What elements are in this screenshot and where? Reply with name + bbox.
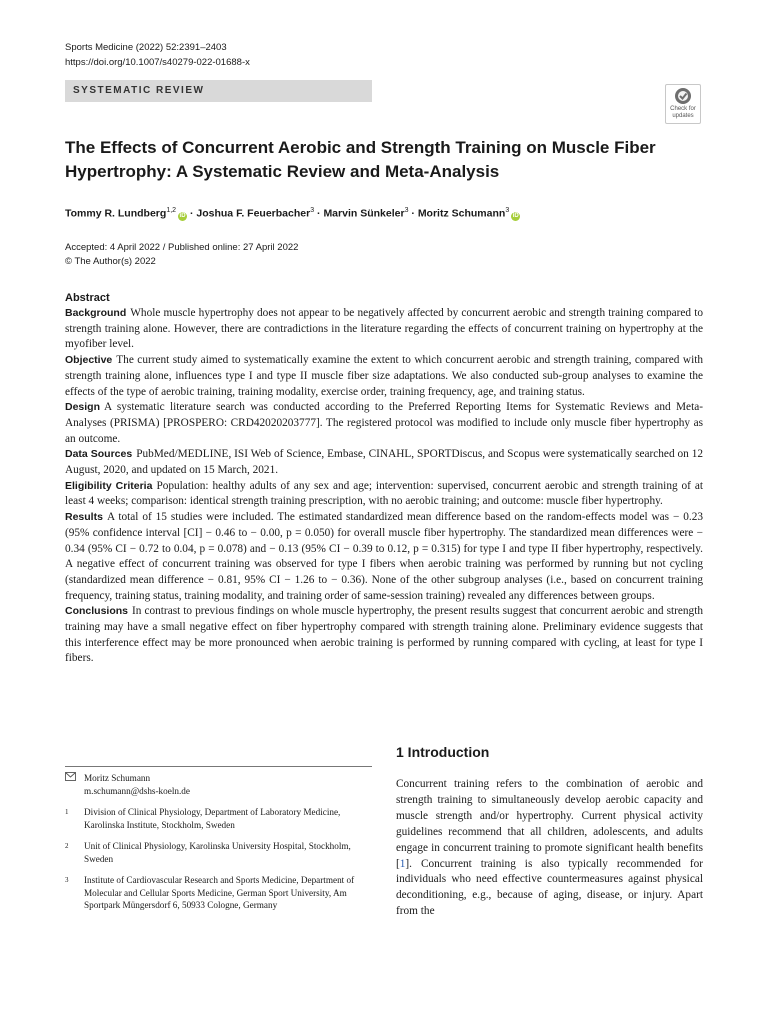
abstract-section xyxy=(65,353,703,400)
journal-doi[interactable]: https://doi.org/10.1007/s40279-022-01688-x xyxy=(65,57,250,68)
check-updates-icon xyxy=(674,87,692,105)
abstract-section xyxy=(65,510,703,604)
affiliation-item xyxy=(65,874,370,912)
abstract-section-label: Background xyxy=(65,307,127,319)
author-affiliation: 1,2 xyxy=(166,207,177,214)
article-type-banner: SYSTEMATIC REVIEW xyxy=(65,80,372,102)
affiliation-item xyxy=(65,840,370,865)
correspondence xyxy=(65,772,370,797)
author-affiliation: 3 xyxy=(404,207,409,214)
article-title: The Effects of Concurrent Aerobic and Strength Training on Muscle Fiber Hypertrophy: A Systematic Review and Meta-Analysis xyxy=(65,138,656,181)
author-footnotes xyxy=(65,772,370,921)
orcid-icon[interactable]: iD xyxy=(512,212,519,219)
journal-header xyxy=(65,40,250,70)
author-name[interactable]: Moritz Schumann xyxy=(417,207,506,220)
abstract-section xyxy=(65,479,703,510)
abstract-section-text: A systematic literature search was conducted according to the Preferred Reporting Items for Systematic Reviews and Meta-Analyses (PRISMA) [PROSPERO: CRD42020203777]. The registered protocol was modified to include only muscle fiber hypertrophy as an outcome. xyxy=(65,401,703,445)
affiliation-list xyxy=(65,806,370,912)
author-affiliation: 3 xyxy=(505,207,510,214)
accepted-published: Accepted: 4 April 2022 / Published online: 27 April 2022 xyxy=(65,242,299,253)
abstract-section-text: PubMed/MEDLINE, ISI Web of Science, Embase, CINAHL, SPORTDiscus, and Scopus were systematically searched on 12 August, 2020, and updated on 15 March, 2021. xyxy=(65,448,703,477)
abstract-heading: Abstract xyxy=(65,292,110,304)
abstract-section-label: Objective xyxy=(65,354,113,367)
abstract-section-label: Conclusions xyxy=(65,605,129,618)
abstract-section xyxy=(65,447,703,478)
journal-citation: Sports Medicine (2022) 52:2391–2403 xyxy=(65,42,227,53)
correspondence-name: Moritz Schumann xyxy=(84,773,151,783)
affiliation-number: 1 xyxy=(65,808,69,816)
publication-dates xyxy=(65,241,298,269)
affiliation-number: 2 xyxy=(65,842,69,850)
abstract-section xyxy=(65,604,703,667)
intro-text-2: ]. Concurrent training is also typically recommended for individuals who need effective countermeasures against physical deconditioning, e.g., because of aging, disease, or injury. Apart from the xyxy=(396,857,703,918)
check-updates-line2: updates xyxy=(672,112,694,119)
correspondence-email[interactable]: m.schumann@dshs-koeln.de xyxy=(84,785,190,796)
author-separator: · xyxy=(187,207,197,220)
affiliation-text: Unit of Clinical Physiology, Karolinska University Hospital, Stockholm, Sweden xyxy=(84,841,351,864)
abstract-section-label: Design xyxy=(65,401,101,414)
abstract-section-text: A total of 15 studies were included. The estimated standardized mean difference based on the random-effects model was − 0.23 (95% confidence interval [CI] − 0.46 to − 0.00, p = 0.050) for overall muscle fiber hypertrophy. The standardized mean differences were − 0.34 (95% CI − 0.72 to 0.04, p = 0.078) and − 0.13 (95% CI − 0.39 to 0.12, p = 0.315) for type I and type II fiber hypertrophy, respectively. A negative effect of concurrent training was observed for type I fibers when aerobic training was performed by running but not cycling (standardized mean difference − 0.81, 95% CI − 1.26 to − 0.36). None of the other subgroup analyses (i.e., based on concurrent training frequency, training status, training modality, and training order of same-session training) revealed any differences between groups. xyxy=(65,511,703,602)
affiliation-item xyxy=(65,806,370,831)
author-separator: · xyxy=(314,207,324,220)
abstract-section-label: Eligibility Criteria xyxy=(65,479,153,492)
abstract xyxy=(65,290,703,667)
abstract-section-text: Whole muscle hypertrophy does not appear to be negatively affected by concurrent aerobic and strength training compared to strength training alone. However, there are contradictions in the literature regarding the effects of concurrent training on hypertrophy at the myofiber level. xyxy=(65,307,703,351)
abstract-section-label: Results xyxy=(65,511,103,524)
abstract-section-label: Data Sources xyxy=(65,448,133,461)
author-name[interactable]: Tommy R. Lundberg xyxy=(65,207,167,220)
author-name[interactable]: Joshua F. Feuerbacher xyxy=(196,207,311,220)
envelope-icon xyxy=(65,772,84,797)
introduction-body xyxy=(396,777,703,920)
author-list xyxy=(65,201,520,224)
orcid-icon[interactable]: iD xyxy=(179,212,186,219)
author-name[interactable]: Marvin Sünkeler xyxy=(323,207,405,220)
abstract-section-text: The current study aimed to systematically examine the extent to which concurrent aerobic and strength training, compared with strength training alone, influences type I and type II muscle fiber size adaptations. We also conducted sub-group analyses to examine the effects of the type of aerobic training, training modality, exercise order, training frequency, age, and training status. xyxy=(65,354,703,398)
author-affiliation: 3 xyxy=(310,207,315,214)
abstract-section-text: In contrast to previous findings on whole muscle hypertrophy, the present results suggest that concurrent aerobic and strength training may have a small negative effect on fiber hypertrophy compared with strength training alone. Preliminary evidence suggests that this interference effect may be more pronounced when aerobic training is performed by running compared with cycling, at least for type I fibers. xyxy=(65,605,703,665)
affiliation-text: Division of Clinical Physiology, Department of Laboratory Medicine, Karolinska Institute, Stockholm, Sweden xyxy=(84,807,341,830)
author-separator: · xyxy=(408,207,418,220)
abstract-section xyxy=(65,400,703,447)
affiliation-text: Institute of Cardiovascular Research and Sports Medicine, Department of Molecular and Cellular Sports Medicine, German Sport University, Am Sportpark Müngersdorf 6, 50933 Cologne, Germany xyxy=(84,875,355,910)
footnote-divider xyxy=(65,766,372,767)
intro-reference-link[interactable]: 1 xyxy=(399,857,406,870)
check-for-updates-badge[interactable] xyxy=(665,84,701,124)
abstract-section xyxy=(65,306,703,353)
check-updates-line1: Check for xyxy=(670,106,696,112)
copyright: © The Author(s) 2022 xyxy=(65,256,156,267)
intro-text-1: Concurrent training refers to the combination of aerobic and strength training to simultaneously develop aerobic capacity and muscle strength and/or hypertrophy. Current physical activity guidelines recommend that all children, adolescents, and adults engage in concurrent training to promote significant health benefits [ xyxy=(396,778,703,870)
introduction-heading: 1 Introduction xyxy=(396,744,490,760)
abstract-sections xyxy=(65,306,703,667)
affiliation-number: 3 xyxy=(65,876,69,884)
abstract-section-text: Population: healthy adults of any sex and age; intervention: supervised, concurrent aerobic and strength training of at least 4 weeks; comparison: identical strength training prescription, with no aerobic training; and outcome: muscle fiber hypertrophy. xyxy=(65,479,703,508)
